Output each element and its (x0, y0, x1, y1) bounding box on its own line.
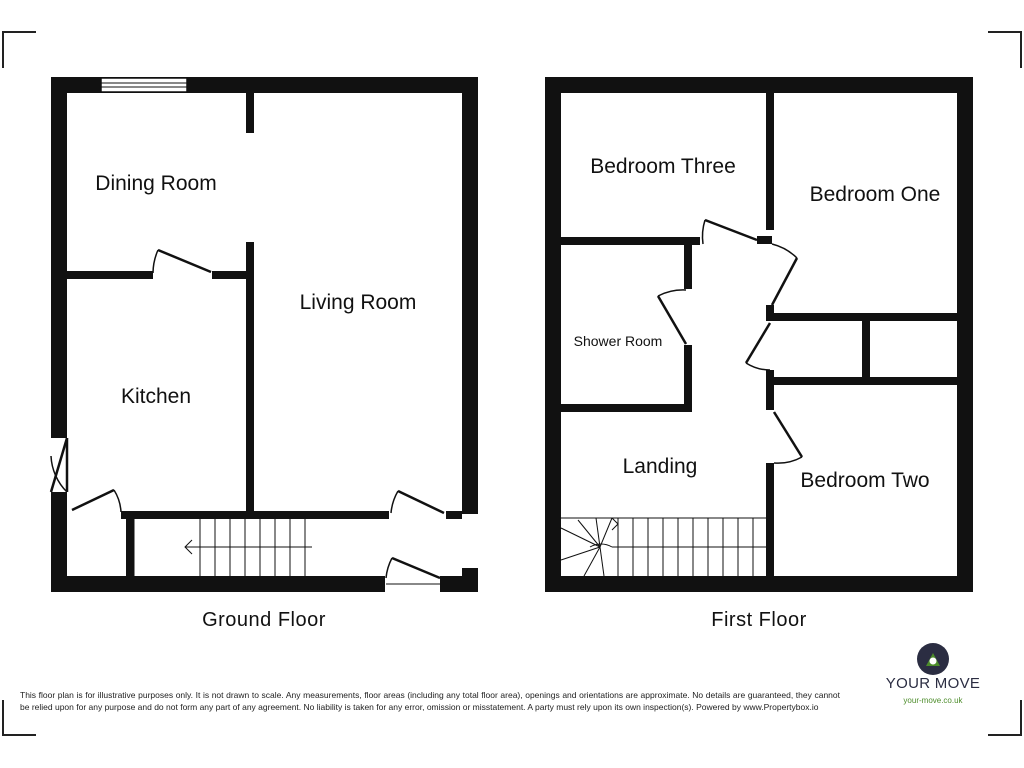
your-move-logo (872, 640, 994, 710)
first-floor-plan (545, 77, 973, 631)
ground-floor-inner-walls (67, 93, 462, 576)
room-label-bedroom-one: Bedroom One (809, 183, 941, 206)
room-label-dining-room: Dining Room (95, 172, 217, 195)
disclaimer-text: This floor plan is for illustrative purposes only. It is not drawn to scale. Any measurements, floor areas (including any total floor area), openings and orientations are approximate. No details are guaranteed, they cannot be relied upon for any purpose and do not form any part of any agreement. No liability is taken for any error, omission or misstatement. A party must rely upon its own inspection(s). Powered by www.Propertybox.io (20, 690, 840, 712)
ground-floor-plan (51, 77, 478, 631)
house-logo-icon (916, 642, 950, 676)
ground-floor-window (101, 78, 187, 92)
brand-url: your-move.co.uk (903, 696, 963, 705)
room-label-shower-room: Shower Room (573, 333, 663, 349)
first-floor-doors (658, 220, 802, 463)
room-label-landing: Landing (622, 455, 698, 478)
floor-label-ground: Ground Floor (202, 609, 326, 631)
brand-name: YOUR MOVE (885, 675, 981, 692)
room-label-kitchen: Kitchen (120, 385, 192, 408)
room-label-bedroom-three: Bedroom Three (590, 155, 736, 178)
first-floor-stairs (561, 518, 766, 576)
room-label-living-room: Living Room (299, 291, 417, 314)
floor-label-first: First Floor (711, 609, 807, 631)
room-label-bedroom-two: Bedroom Two (800, 469, 930, 492)
ground-floor-stairs (134, 519, 312, 576)
